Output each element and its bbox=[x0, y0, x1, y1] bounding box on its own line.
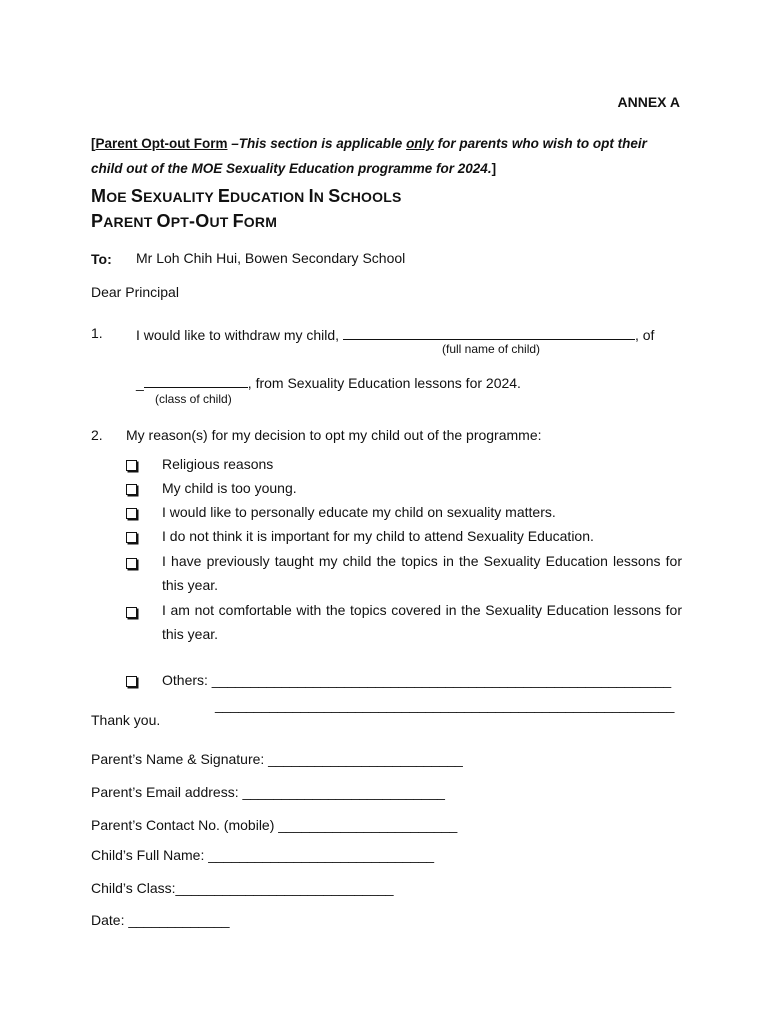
child-class-blank[interactable] bbox=[144, 373, 248, 388]
title-small: CHOOLS bbox=[340, 189, 402, 205]
to-value: Mr Loh Chih Hui, Bowen Secondary School bbox=[136, 250, 406, 266]
close-bracket: ] bbox=[491, 161, 497, 176]
form-title-line-1 bbox=[91, 186, 402, 207]
checkbox-icon[interactable] bbox=[126, 484, 137, 495]
title-small: N bbox=[313, 189, 329, 205]
parent-name-field[interactable]: Parent’s Name & Signature: _________________________ bbox=[91, 751, 463, 767]
thank-you: Thank you. bbox=[91, 712, 161, 728]
checkbox-icon[interactable] bbox=[126, 532, 137, 543]
title-small: UT bbox=[209, 214, 233, 230]
item-1-number: 1. bbox=[91, 325, 103, 341]
title-small: OE bbox=[106, 189, 131, 205]
item-1-text-after: , of bbox=[634, 327, 655, 343]
open-bracket: [ bbox=[91, 136, 96, 151]
child-class-field[interactable]: Child’s Class:____________________________ bbox=[91, 880, 394, 896]
reason-label: I have previously taught my child the topics in the Sexuality Education lessons for this year. bbox=[162, 553, 682, 593]
reason-label: I am not comfortable with the topics covered in the Sexuality Education lessons for this year. bbox=[162, 602, 682, 642]
title-small: EXUALITY bbox=[143, 189, 218, 205]
reason-option-checkbox[interactable] bbox=[126, 603, 137, 619]
reason-option-others[interactable] bbox=[126, 672, 137, 688]
title-cap: S bbox=[130, 186, 144, 206]
class-line bbox=[136, 373, 521, 391]
only-emphasis: only bbox=[406, 136, 434, 151]
title-small: PT bbox=[170, 214, 190, 230]
others-label: Others: bbox=[162, 672, 212, 688]
title-small: ARENT bbox=[103, 214, 157, 230]
form-label: Parent Opt-out Form bbox=[95, 136, 228, 151]
class-text: , from Sexuality Education lessons for 2024. bbox=[247, 375, 521, 391]
others-line-1 bbox=[162, 672, 671, 688]
title-cap: M bbox=[91, 186, 107, 206]
reason-label: Religious reasons bbox=[162, 456, 274, 472]
title-cap: F bbox=[232, 211, 244, 231]
item-2-text: My reason(s) for my decision to opt my child out of the programme: bbox=[126, 427, 542, 443]
salutation: Dear Principal bbox=[91, 284, 179, 300]
reason-option[interactable] bbox=[126, 456, 274, 472]
reason-label: I do not think it is important for my child to attend Sexuality Education. bbox=[162, 528, 594, 544]
reason-label: I would like to personally educate my child on sexuality matters. bbox=[162, 504, 556, 520]
item-1-text: I would like to withdraw my child, bbox=[136, 327, 343, 343]
intro-dash-text: –This section is applicable bbox=[227, 136, 407, 151]
parent-contact-field[interactable]: Parent’s Contact No. (mobile) _______________________ bbox=[91, 817, 458, 833]
form-title-line-2 bbox=[91, 211, 277, 232]
others-blank-2[interactable]: ___________________________________________________________ bbox=[215, 697, 675, 713]
date-field[interactable]: Date: _____________ bbox=[91, 912, 230, 928]
parent-email-field[interactable]: Parent’s Email address: __________________________ bbox=[91, 784, 445, 800]
to-label: To: bbox=[91, 251, 112, 267]
class-prefix: _ bbox=[136, 375, 144, 391]
reason-option[interactable] bbox=[126, 504, 556, 520]
title-small: DUCATION bbox=[230, 189, 309, 205]
checkbox-icon[interactable] bbox=[126, 508, 137, 519]
reason-option[interactable] bbox=[126, 528, 594, 544]
item-1-line bbox=[136, 325, 654, 343]
class-caption: (class of child) bbox=[155, 392, 232, 406]
reason-label: My child is too young. bbox=[162, 480, 297, 496]
child-name-blank[interactable] bbox=[343, 325, 635, 340]
item-2-number: 2. bbox=[91, 427, 103, 443]
intro-line-1 bbox=[91, 136, 647, 151]
reason-option[interactable] bbox=[126, 480, 297, 496]
title-cap: E bbox=[217, 186, 231, 206]
title-cap: -O bbox=[189, 211, 210, 231]
title-cap: P bbox=[91, 211, 104, 231]
intro-line-2 bbox=[91, 161, 496, 176]
annex-label: ANNEX A bbox=[617, 94, 680, 110]
title-small: ORM bbox=[243, 214, 278, 230]
checkbox-icon[interactable] bbox=[126, 676, 137, 687]
others-blank-1[interactable]: ___________________________________________________________ bbox=[211, 672, 672, 688]
checkbox-icon[interactable] bbox=[126, 460, 137, 471]
title-cap: S bbox=[328, 186, 341, 206]
child-name-caption: (full name of child) bbox=[442, 342, 541, 356]
child-name-field[interactable]: Child’s Full Name: _____________________________ bbox=[91, 847, 435, 863]
title-cap: I bbox=[308, 186, 314, 206]
intro-line2-text: child out of the MOE Sexuality Education programme for 2024. bbox=[91, 161, 492, 176]
checkbox-icon[interactable] bbox=[126, 558, 137, 569]
intro-rest: for parents who wish to opt their bbox=[433, 136, 647, 151]
checkbox-icon[interactable] bbox=[126, 607, 137, 618]
title-cap: O bbox=[156, 211, 171, 231]
reason-option-checkbox[interactable] bbox=[126, 554, 137, 570]
